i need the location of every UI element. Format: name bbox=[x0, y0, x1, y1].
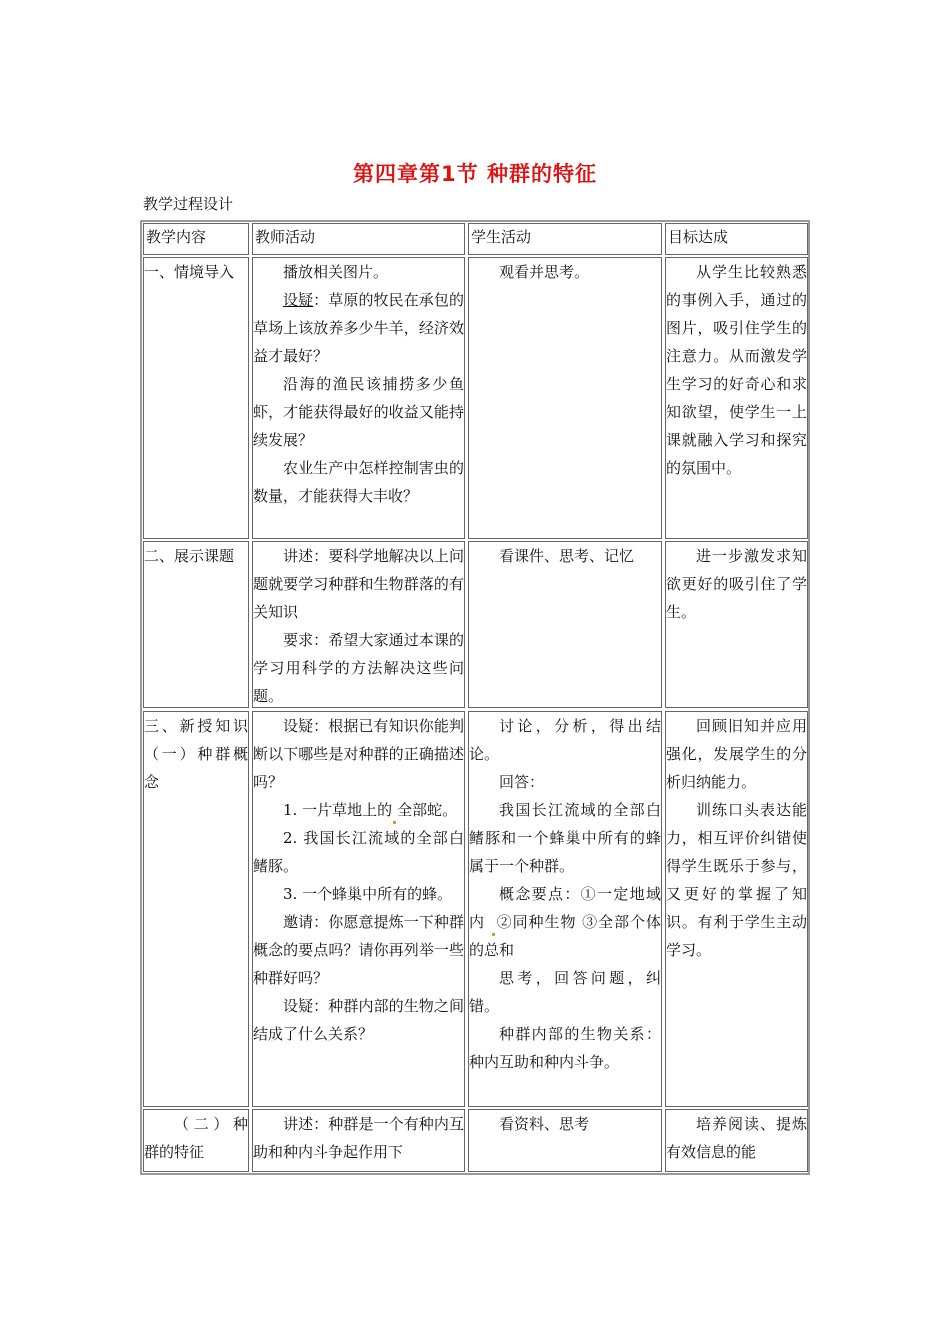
row1-content-text: 一、情境导入 bbox=[144, 263, 235, 281]
row3-teacher-p5: 邀请：你愿意提炼一下种群概念的要点吗？请你再列举一些种群好吗？ bbox=[253, 913, 464, 987]
row1-content bbox=[143, 257, 249, 539]
section-subtitle: 教学过程设计 bbox=[143, 195, 234, 213]
row3-teacher-p4: 3. 一个蜂巢中所有的蜂。 bbox=[283, 885, 453, 903]
row3-student-p4 bbox=[469, 880, 661, 964]
row3-teacher-p3: 2. 我国长江流域的全部白鳍豚。 bbox=[253, 829, 464, 875]
header-teacher: 教师活动 bbox=[252, 223, 465, 255]
row3-student-p5: 思考，回答问题，纠错。 bbox=[469, 969, 661, 1015]
row2-content bbox=[143, 541, 249, 708]
page-title: 第四章第1节 种群的特征 bbox=[353, 162, 597, 186]
row3-content-text: 三、新授知识（一）种群概念 bbox=[144, 717, 248, 791]
row3-student-p6: 种群内部的生物关系：种内互助和种内斗争。 bbox=[469, 1025, 661, 1071]
row4-teacher bbox=[252, 1109, 465, 1172]
row1-teacher bbox=[252, 257, 465, 539]
question-label: 设疑 bbox=[283, 291, 314, 309]
row1-teacher-p2 bbox=[253, 286, 464, 370]
row4-goal bbox=[665, 1109, 808, 1172]
row3-student-p3: 我国长江流域的全部白鳍豚和一个蜂巢中所有的蜂属于一个种群。 bbox=[469, 801, 661, 875]
row4-teacher-text: 讲述：种群是一个有种内互助和种内斗争起作用下 bbox=[253, 1115, 464, 1161]
row3-teacher-p2a: 1. 一片草地上的 bbox=[283, 801, 393, 819]
row3-goal bbox=[665, 711, 808, 1107]
row3-teacher-p6: 设疑：种群内部的生物之间结成了什么关系？ bbox=[253, 997, 464, 1043]
header-student: 学生活动 bbox=[468, 223, 662, 255]
row1-teacher-p2-text: ：草原的牧民在承包的草场上该放养多少牛羊，经济效益才最好？ bbox=[253, 291, 464, 365]
row2-student-text: 看课件、思考、记忆 bbox=[499, 547, 635, 565]
highlight-dot bbox=[492, 933, 495, 936]
row2-goal bbox=[665, 541, 808, 708]
row3-student-p4a: 概念要点：①一定地域内 bbox=[469, 885, 661, 931]
row1-goal bbox=[665, 257, 808, 539]
row1-student-text: 观看并思考。 bbox=[499, 263, 590, 281]
row1-teacher-p1: 播放相关图片。 bbox=[283, 263, 389, 281]
row2-student bbox=[468, 541, 662, 708]
header-goal: 目标达成 bbox=[665, 223, 808, 255]
row1-teacher-p4: 农业生产中怎样控制害虫的数量，才能获得大丰收？ bbox=[253, 459, 464, 505]
row2-teacher-p2: 要求：希望大家通过本课的学习用科学的方法解决这些问题。 bbox=[253, 631, 464, 705]
row4-student bbox=[468, 1109, 662, 1172]
row3-student-p2: 回答： bbox=[499, 773, 545, 791]
row3-student bbox=[468, 711, 662, 1107]
row3-content bbox=[143, 711, 249, 1107]
row2-content-text: 二、展示课题 bbox=[144, 547, 235, 565]
row4-content bbox=[143, 1109, 249, 1172]
row3-teacher-p1: 设疑：根据已有知识你能判断以下哪些是对种群的正确描述吗？ bbox=[253, 717, 464, 791]
row3-teacher-p2b: 全部蛇。 bbox=[397, 801, 458, 819]
row3-goal-p2: 训练口头表达能力，相互评价纠错使得学生既乐于参与，又更好的掌握了知识。有利于学生主动学习。 bbox=[666, 801, 807, 959]
row4-content-text: （二）种群的特征 bbox=[144, 1115, 248, 1161]
row3-student-p4b: ②同种生物 ③全部个体的总和 bbox=[469, 913, 661, 959]
row3-goal-p1: 回顾旧知并应用强化，发展学生的分析归纳能力。 bbox=[666, 717, 807, 791]
row1-student bbox=[468, 257, 662, 539]
row2-teacher-p1: 讲述：要科学地解决以上问题就要学习种群和生物群落的有关知识 bbox=[253, 547, 464, 621]
row2-goal-text: 进一步激发求知欲更好的吸引住了学生。 bbox=[666, 547, 807, 621]
row4-student-text: 看资料、思考 bbox=[499, 1115, 590, 1133]
row3-student-p1: 讨论，分析，得出结论。 bbox=[469, 717, 661, 763]
row4-goal-text: 培养阅读、提炼有效信息的能 bbox=[666, 1115, 807, 1161]
header-content: 教学内容 bbox=[143, 223, 249, 255]
row3-teacher bbox=[252, 711, 465, 1107]
row3-teacher-p2 bbox=[253, 796, 464, 824]
row1-teacher-p3: 沿海的渔民该捕捞多少鱼虾，才能获得最好的收益又能持续发展？ bbox=[253, 375, 464, 449]
row1-goal-text: 从学生比较熟悉的事例入手，通过的图片，吸引住学生的注意力。从而激发学生学习的好奇心和求知欲望，使学生一上课就融入学习和探究的氛围中。 bbox=[666, 263, 807, 477]
row2-teacher bbox=[252, 541, 465, 708]
